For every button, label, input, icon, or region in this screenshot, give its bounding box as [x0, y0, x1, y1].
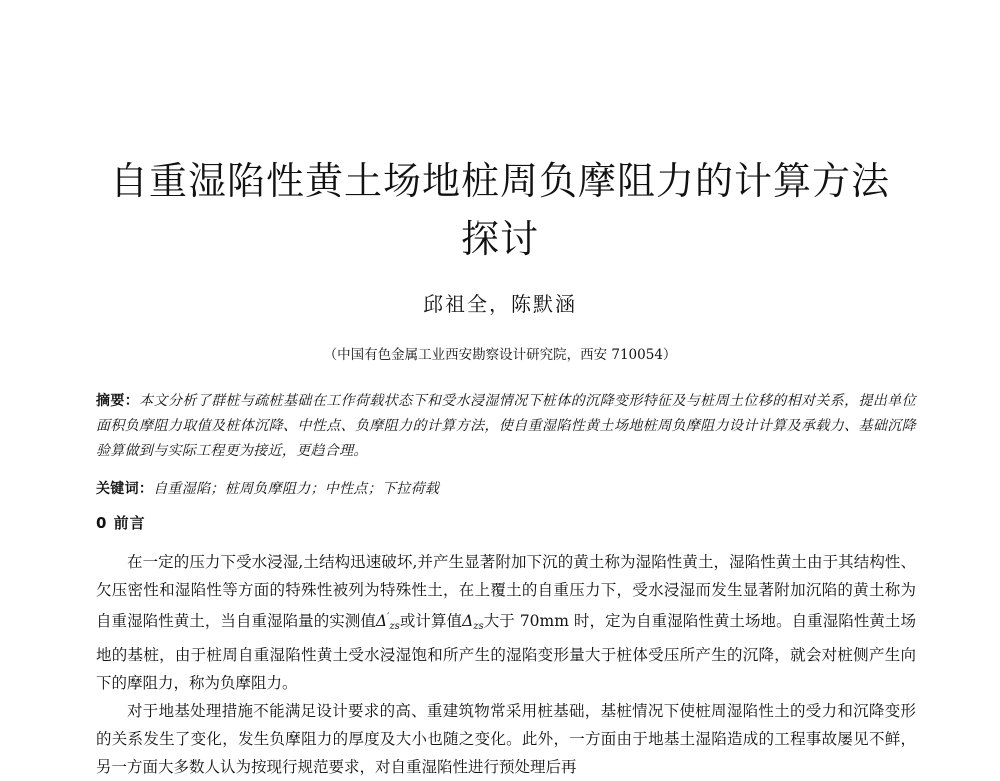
- paragraph-1: [96, 548, 916, 697]
- abstract-label: 摘要：: [96, 393, 140, 409]
- paragraph-1-part-a: 在一定的压力下受水浸湿,土结构迅速破坏,并产生显著附加下沉的黄土称为湿陷性黄土，湿陷性黄土由于其结构性、欠压密性和湿陷性等方面的特殊性被列为特殊性土，在上覆土的自重压力下，受水浸湿而发生显著附加沉陷的黄土称为自重湿陷性黄土，当自重湿陷量的实测值: [96, 553, 916, 630]
- paragraph-1-part-b: 大于 70mm 时，定为自重湿陷性黄土场地。自重湿陷性黄土场地的基桩，由于桩周自重湿陷性黄土受水浸湿饱和所产生的湿陷变形量大于桩体受压所产生的沉降，就会对桩侧产生向下的摩阻力，称为负摩阻力。: [96, 612, 916, 692]
- measured-delta-symbol: $\Delta'_{zs}$: [375, 612, 400, 632]
- paper-title: 自重湿陷性黄土场地桩周负摩阻力的计算方法探讨: [109, 159, 890, 261]
- section-heading-preface: 0 前言: [96, 514, 146, 532]
- abstract-block: [96, 389, 916, 464]
- paper-authors: 邱祖全，陈默涵: [423, 292, 577, 316]
- paragraph-1-middle: 或计算值: [399, 612, 463, 630]
- calculated-delta-symbol: $\Delta_{zs}$: [462, 612, 484, 632]
- body-text: [96, 548, 916, 781]
- paragraph-2: 对于地基处理措施不能满足设计要求的高、重建筑物常采用桩基础，基桩情况下使桩周湿陷性土的受力和沉降变形的关系发生了变化，发生负摩阻力的厚度及大小也随之变化。此外，一方面由于地基土湿陷造成的工程事故屡见不鲜，另一方面大多数人认为按现行规范要求，对自重湿陷性进行预处理后再: [96, 702, 916, 776]
- keywords-label: 关键词：: [96, 481, 154, 497]
- keywords-block: [96, 478, 916, 500]
- abstract-text: 本文分析了群桩与疏桩基础在工作荷载状态下和受水浸湿情况下桩体的沉降变形特征及与桩周土位移的相对关系，提出单位面积负摩阻力取值及桩体沉降、中性点、负摩阻力的计算方法，使自重湿陷性黄土场地桩周负摩阻力设计计算及承载力、基础沉降验算做到与实际工程更为接近，更趋合理。: [96, 393, 916, 459]
- keywords-text: 自重湿陷；桩周负摩阻力；中性点；下拉荷载: [153, 481, 440, 497]
- author-affiliation: （中国有色金属工业西安勘察设计研究院，西安 710054）: [323, 347, 677, 363]
